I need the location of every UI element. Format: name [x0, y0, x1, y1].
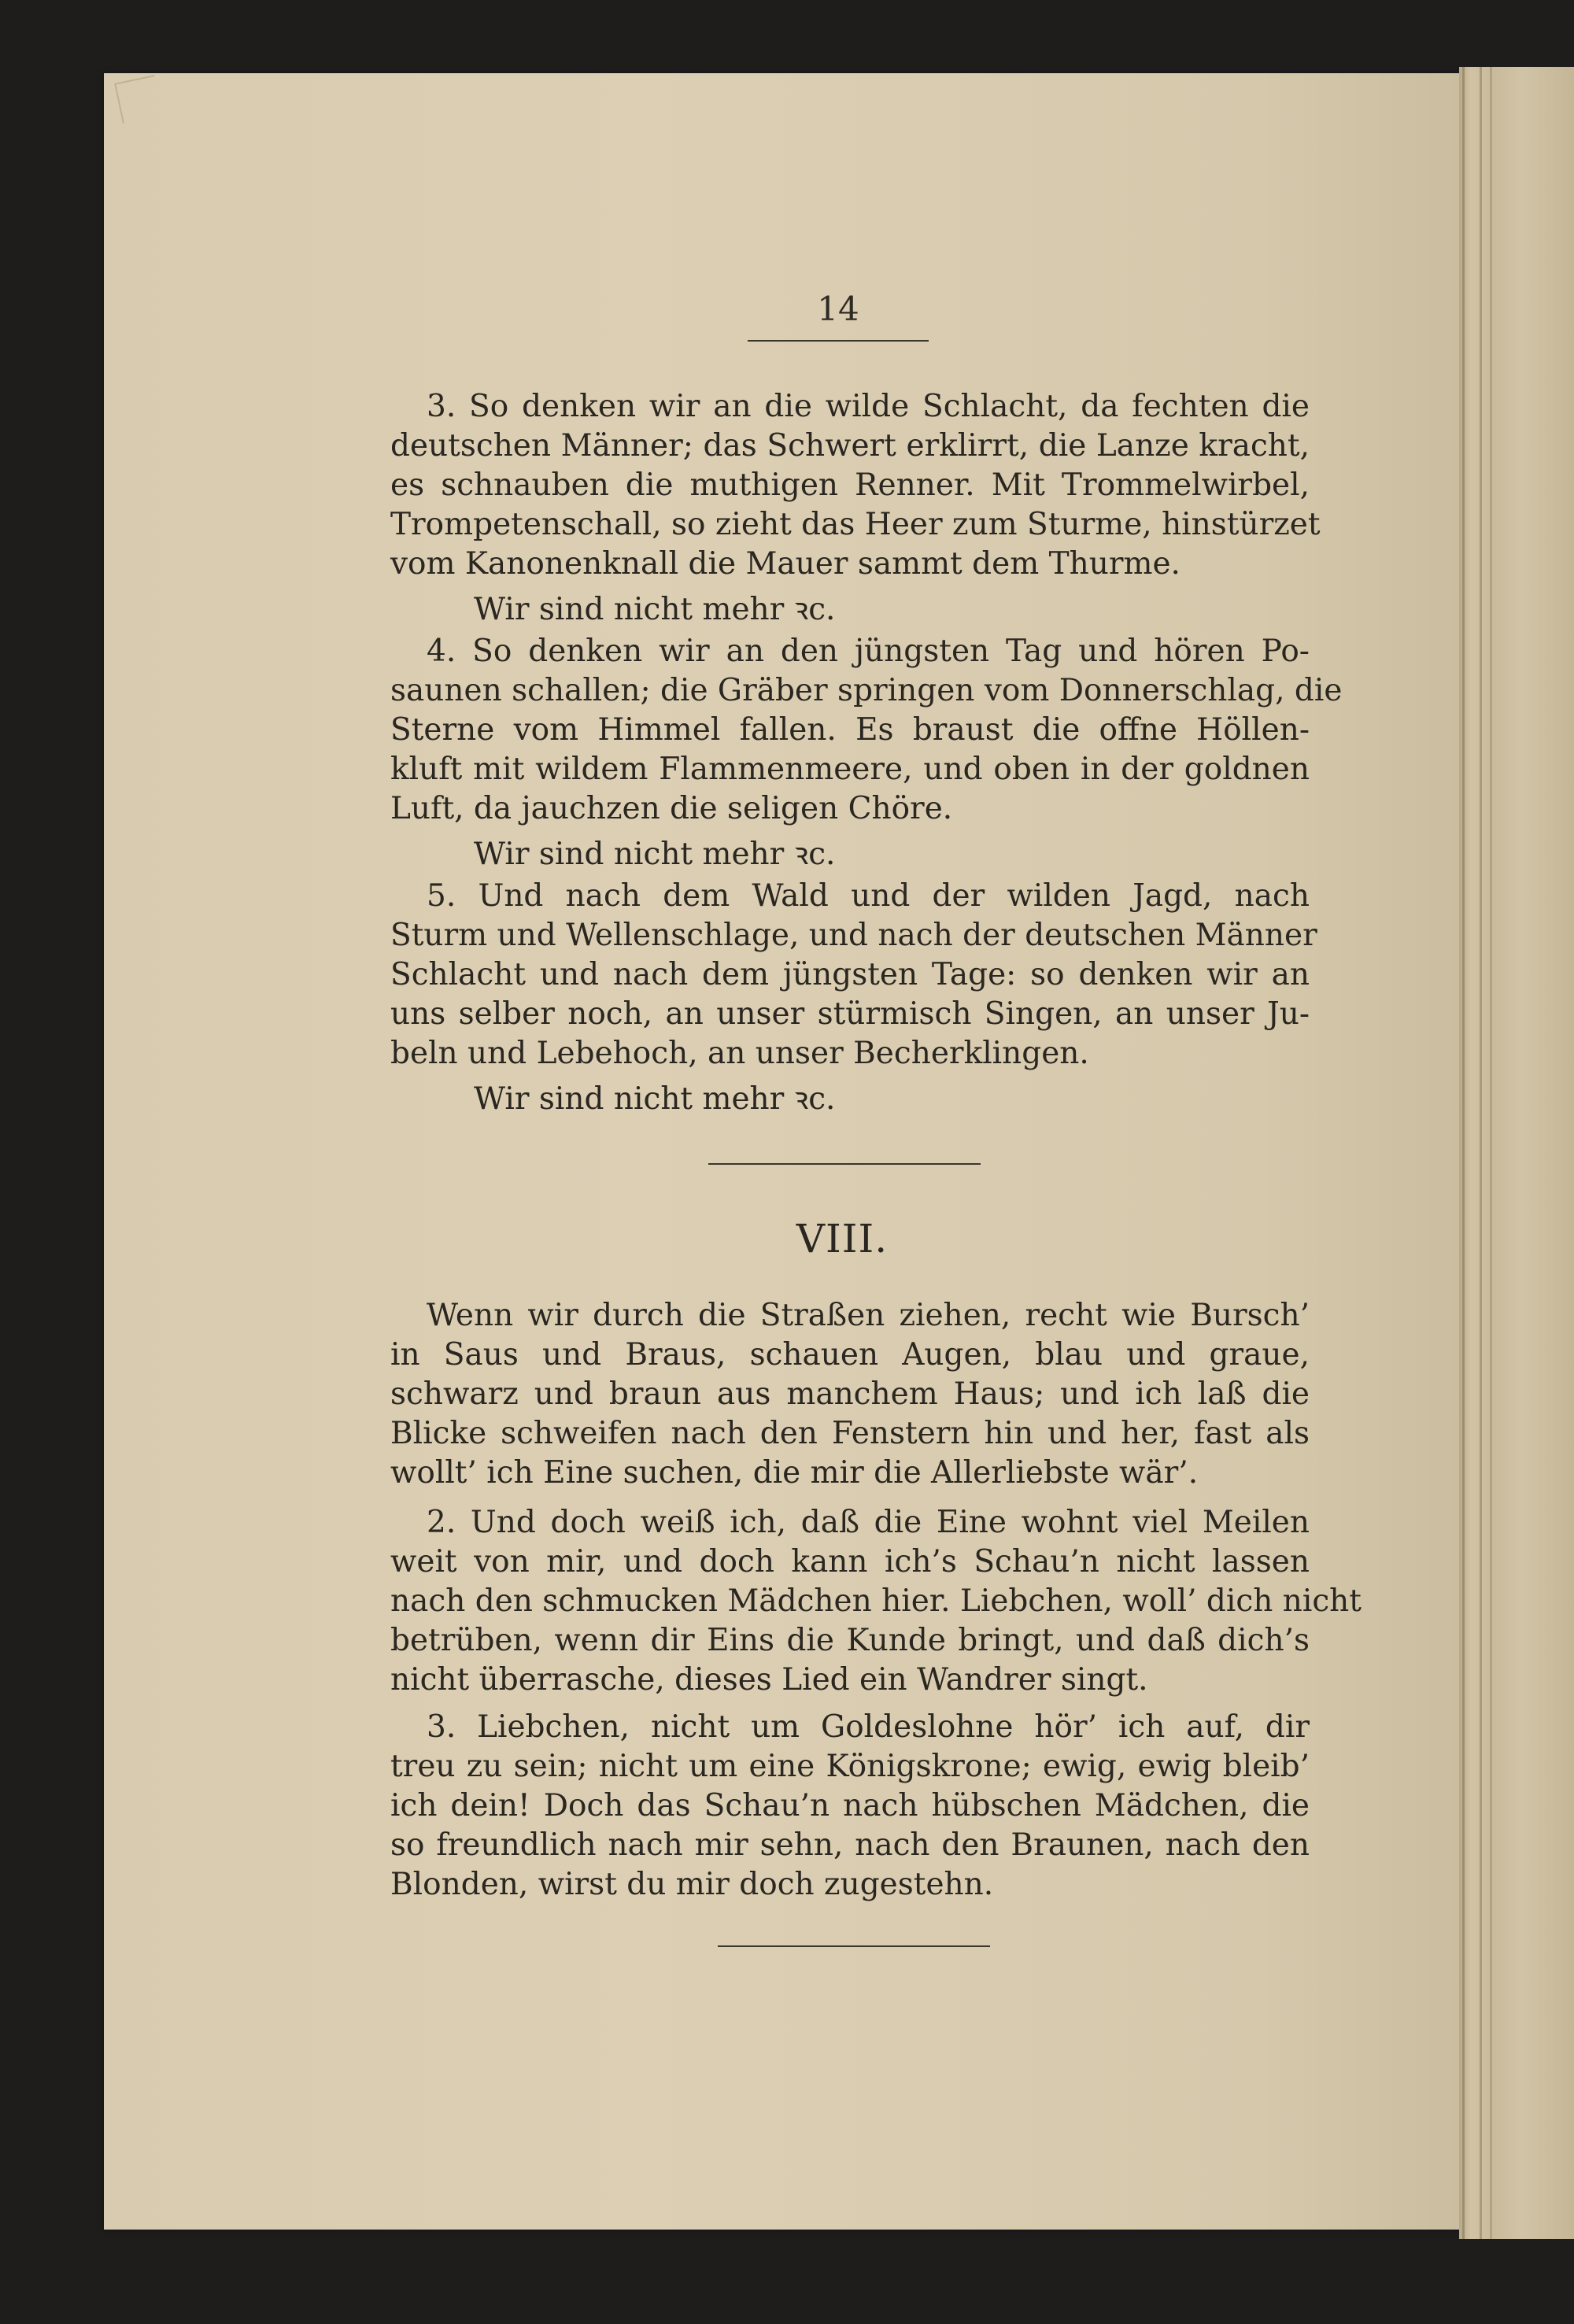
- refrain: Wir sind nicht mehr ꝛc.: [474, 1081, 836, 1117]
- verse-5: [390, 877, 1317, 1073]
- verse-3: [390, 387, 1321, 584]
- page-number: 14: [817, 290, 859, 328]
- text-line: saunen schallen; die Gräber springen vom Donnerschlag, die: [390, 673, 1343, 708]
- text-line: nicht überrasche, dieses Lied ein Wandrer singt.: [390, 1662, 1148, 1698]
- page-edge: [1459, 67, 1574, 2239]
- page-edge-line: [1490, 67, 1492, 2239]
- text-line: 4. So denken wir an den jüngsten Tag und hören Po-: [427, 634, 1310, 669]
- text-line: 3. Liebchen, nicht um Goldeslohne hör’ ich auf, dir: [427, 1709, 1310, 1745]
- text-line: betrüben, wenn dir Eins die Kunde bringt, und daß dich’s: [390, 1623, 1310, 1658]
- corner-mark: [114, 75, 163, 124]
- text-line: 5. Und nach dem Wald und der wilden Jagd, nach: [427, 878, 1310, 914]
- text-line: beln und Lebehoch, an unser Becherklingen.: [390, 1036, 1089, 1071]
- header-rule: [748, 340, 929, 342]
- verse-4: [390, 632, 1343, 829]
- text-line: wollt’ ich Eine suchen, die mir die Allerliebste wär’.: [390, 1455, 1199, 1491]
- text-line: treu zu sein; nicht um eine Königskrone; ewig, ewig bleib’: [390, 1749, 1310, 1784]
- text-line: nach den schmucken Mädchen hier. Liebchen, woll’ dich nicht: [390, 1583, 1362, 1619]
- text-line: vom Kanonenknall die Mauer sammt dem Thurme.: [390, 546, 1180, 582]
- text-line: Sterne vom Himmel fallen. Es braust die offne Höllen-: [390, 712, 1310, 748]
- text-line: Schlacht und nach dem jüngsten Tage: so denken wir an: [390, 957, 1310, 992]
- refrain: Wir sind nicht mehr ꝛc.: [474, 837, 836, 872]
- text-line: Trompetenschall, so zieht das Heer zum Sturme, hinstürzet: [390, 507, 1321, 542]
- text-line: in Saus und Braus, schauen Augen, blau und graue,: [390, 1337, 1310, 1373]
- text-line: schwarz und braun aus manchem Haus; und ich laß die: [390, 1376, 1310, 1412]
- text-line: 2. Und doch weiß ich, daß die Eine wohnt viel Meilen: [427, 1505, 1310, 1540]
- text-line: so freundlich nach mir sehn, nach den Braunen, nach den: [390, 1827, 1310, 1863]
- text-line: es schnauben die muthigen Renner. Mit Trommelwirbel,: [390, 467, 1310, 503]
- page-edge-line: [1462, 67, 1465, 2239]
- text-line: Blicke schweifen nach den Fenstern hin und her, fast als: [390, 1416, 1310, 1451]
- song8-verse-3: [390, 1708, 1310, 1905]
- text-line: uns selber noch, an unser stürmisch Singen, an unser Ju-: [390, 996, 1310, 1032]
- text-line: Wenn wir durch die Straßen ziehen, recht wie Bursch’: [427, 1298, 1310, 1333]
- text-line: Luft, da jauchzen die seligen Chöre.: [390, 791, 953, 826]
- text-line: ich dein! Doch das Schau’n nach hübschen Mädchen, die: [390, 1788, 1310, 1823]
- closing-rule: [718, 1945, 990, 1947]
- text-line: 3. So denken wir an die wilde Schlacht, da fechten die: [427, 389, 1310, 424]
- text-line: kluft mit wildem Flammenmeere, und oben in der goldnen: [390, 752, 1310, 787]
- refrain: Wir sind nicht mehr ꝛc.: [474, 592, 836, 627]
- page-edge-line: [1480, 67, 1482, 2239]
- text-line: deutschen Männer; das Schwert erklirrt, die Lanze kracht,: [390, 428, 1310, 464]
- text-line: Sturm und Wellenschlage, und nach der deutschen Männer: [390, 918, 1317, 953]
- section-rule: [708, 1163, 981, 1165]
- song8-verse-1: [390, 1296, 1310, 1493]
- text-line: Blonden, wirst du mir doch zugestehn.: [390, 1867, 994, 1902]
- song-heading: VIII.: [796, 1216, 889, 1262]
- song8-verse-2: [390, 1503, 1362, 1700]
- text-line: weit von mir, und doch kann ich’s Schau’n nicht lassen: [390, 1544, 1310, 1580]
